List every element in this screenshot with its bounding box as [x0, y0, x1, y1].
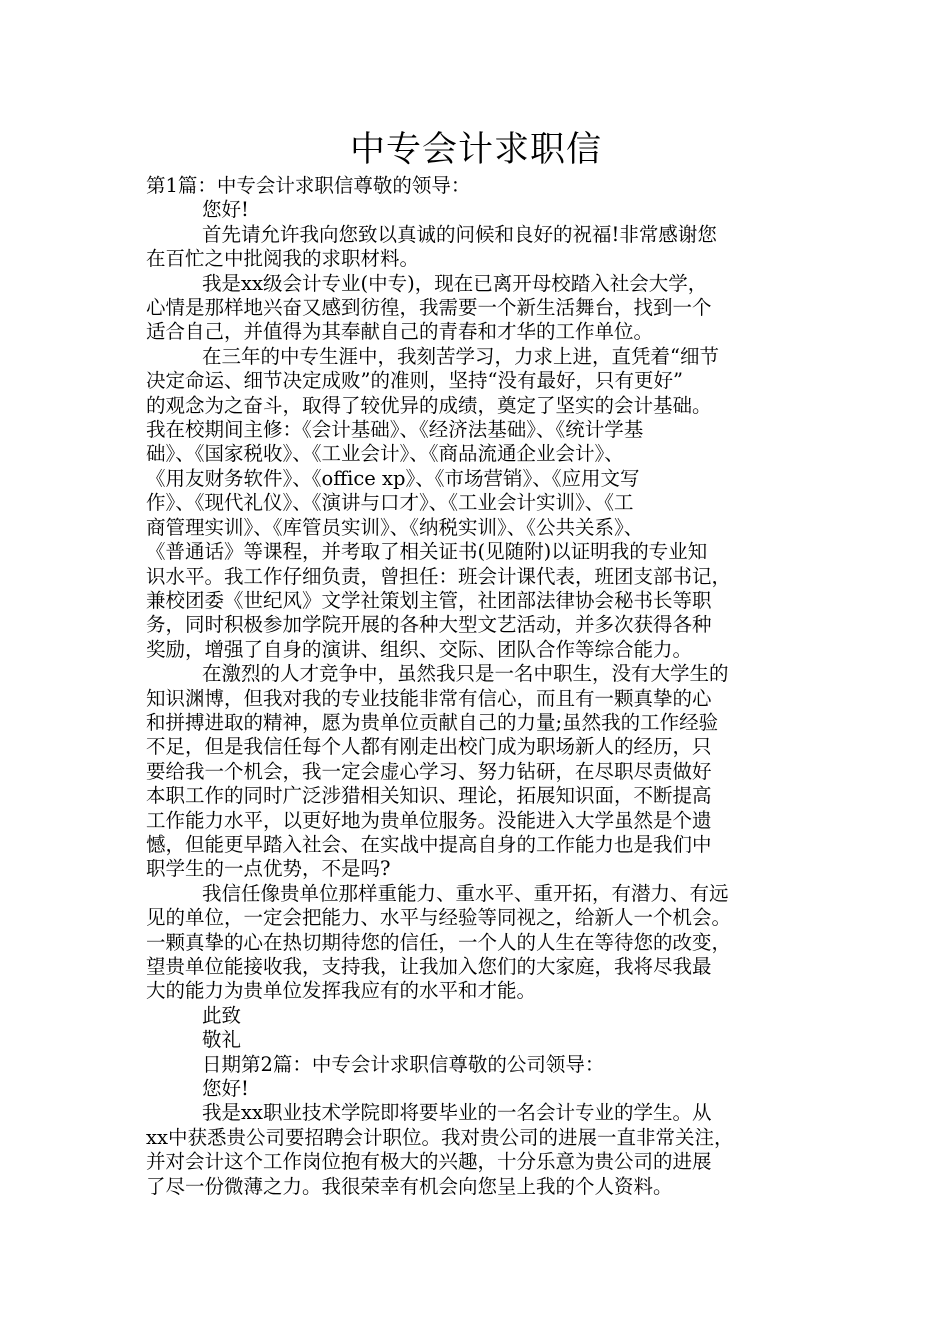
text-line: 的观念为之奋斗，取得了较优异的成绩，奠定了坚实的会计基础。 — [146, 393, 712, 417]
text-line: 本职工作的同时广泛涉猎相关知识、理论，拓展知识面，不断提高 — [146, 784, 712, 808]
text-line: 我信任像贵单位那样重能力、重水平、重开拓，有潜力、有远 — [202, 881, 729, 905]
text-line: 识水平。我工作仔细负责，曾担任：班会计课代表，班团支部书记， — [146, 564, 732, 588]
text-line: 知识渊博，但我对我的专业技能非常有信心，而且有一颗真挚的心 — [146, 686, 712, 710]
document-page — [146, 128, 806, 1199]
text-line: 要给我一个机会，我一定会虚心学习、努力钻研，在尽职尽责做好 — [146, 759, 712, 783]
text-line: 心情是那样地兴奋又感到彷徨，我需要一个新生活舞台，找到一个 — [146, 296, 712, 320]
text-line: 此致 — [202, 1003, 242, 1027]
text-line: 《用友财务软件》、《office xp》、《市场营销》、《应用文写 — [146, 466, 640, 490]
text-line: 望贵单位能接收我，支持我，让我加入您们的大家庭，我将尽我最 — [146, 955, 712, 978]
text-line: 第1篇：中专会计求职信尊敬的领导： — [146, 174, 471, 197]
text-line: 敬礼 — [202, 1028, 242, 1052]
text-line: 我是xx职业技术学院即将要毕业的一名会计专业的学生。从 — [202, 1101, 712, 1125]
document-title: 中专会计求职信 — [349, 130, 602, 170]
document-body — [146, 174, 806, 1199]
text-line: 适合自己，并值得为其奉献自己的青春和才华的工作单位。 — [146, 320, 654, 344]
text-line: 决定命运、细节决定成败”的准则，坚持“没有最好，只有更好” — [146, 369, 683, 393]
text-line: 我是xx级会计专业(中专)，现在已离开母校踏入社会大学， — [202, 271, 708, 295]
text-line: 务，同时积极参加学院开展的各种大型文艺活动，并多次获得各种 — [146, 613, 712, 637]
text-line: 在百忙之中批阅我的求职材料。 — [146, 247, 420, 271]
text-line: 职学生的一点优势，不是吗? — [146, 857, 391, 881]
text-line: 一颗真挚的心在热切期待您的信任，一个人的人生在等待您的改变， — [146, 930, 732, 954]
text-line: 憾，但能更早踏入社会、在实战中提高自身的工作能力也是我们中 — [146, 832, 712, 856]
text-line: 在三年的中专生涯中，我刻苦学习，力求上进，直凭着“细节 — [202, 344, 719, 368]
text-line: 作》、《现代礼仪》、《演讲与口才》、《工业会计实训》、《工 — [146, 491, 634, 515]
text-line: 首先请允许我向您致以真诚的问候和良好的祝福!非常感谢您 — [202, 222, 717, 246]
text-line: 日期第2篇：中专会计求职信尊敬的公司领导： — [202, 1052, 605, 1076]
text-line: 础》、《国家税收》、《工业会计》、《商品流通企业会计》、 — [146, 442, 624, 466]
text-line: 并对会计这个工作岗位抱有极大的兴趣，十分乐意为贵公司的进展 — [146, 1150, 712, 1174]
text-line: 《普通话》等课程，并考取了相关证书(见随附)以证明我的专业知 — [146, 540, 708, 564]
text-line: 奖励，增强了自身的演讲、组织、交际、团队合作等综合能力。 — [146, 637, 693, 661]
text-line: 兼校团委《世纪风》文学社策划主管，社团部法律协会秘书长等职 — [146, 588, 712, 612]
text-line: 您好! — [202, 1077, 249, 1101]
text-line: 在激烈的人才竞争中，虽然我只是一名中职生，没有大学生的 — [202, 662, 729, 686]
text-line: 商管理实训》、《库管员实训》、《纳税实训》、《公共关系》、 — [146, 515, 644, 539]
text-line: 了尽一份微薄之力。我很荣幸有机会向您呈上我的个人资料。 — [146, 1174, 673, 1198]
text-line: xx中获悉贵公司要招聘会计职位。我对贵公司的进展一直非常关注， — [146, 1125, 734, 1149]
text-line: 大的能力为贵单位发挥我应有的水平和才能。 — [146, 979, 537, 1003]
text-line: 我在校期间主修：《会计基础》、《经济法基础》、《统计学基 — [146, 418, 644, 442]
text-line: 不足，但是我信任每个人都有刚走出校门成为职场新人的经历，只 — [146, 735, 712, 759]
text-line: 工作能力水平，以更好地为贵单位服务。没能进入大学虽然是个遗 — [146, 808, 712, 832]
text-line: 和拼搏进取的精神，愿为贵单位贡献自己的力量;虽然我的工作经验 — [146, 710, 719, 734]
text-line: 您好! — [202, 198, 249, 222]
text-line: 见的单位，一定会把能力、水平与经验等同视之，给新人一个机会。 — [146, 906, 732, 930]
